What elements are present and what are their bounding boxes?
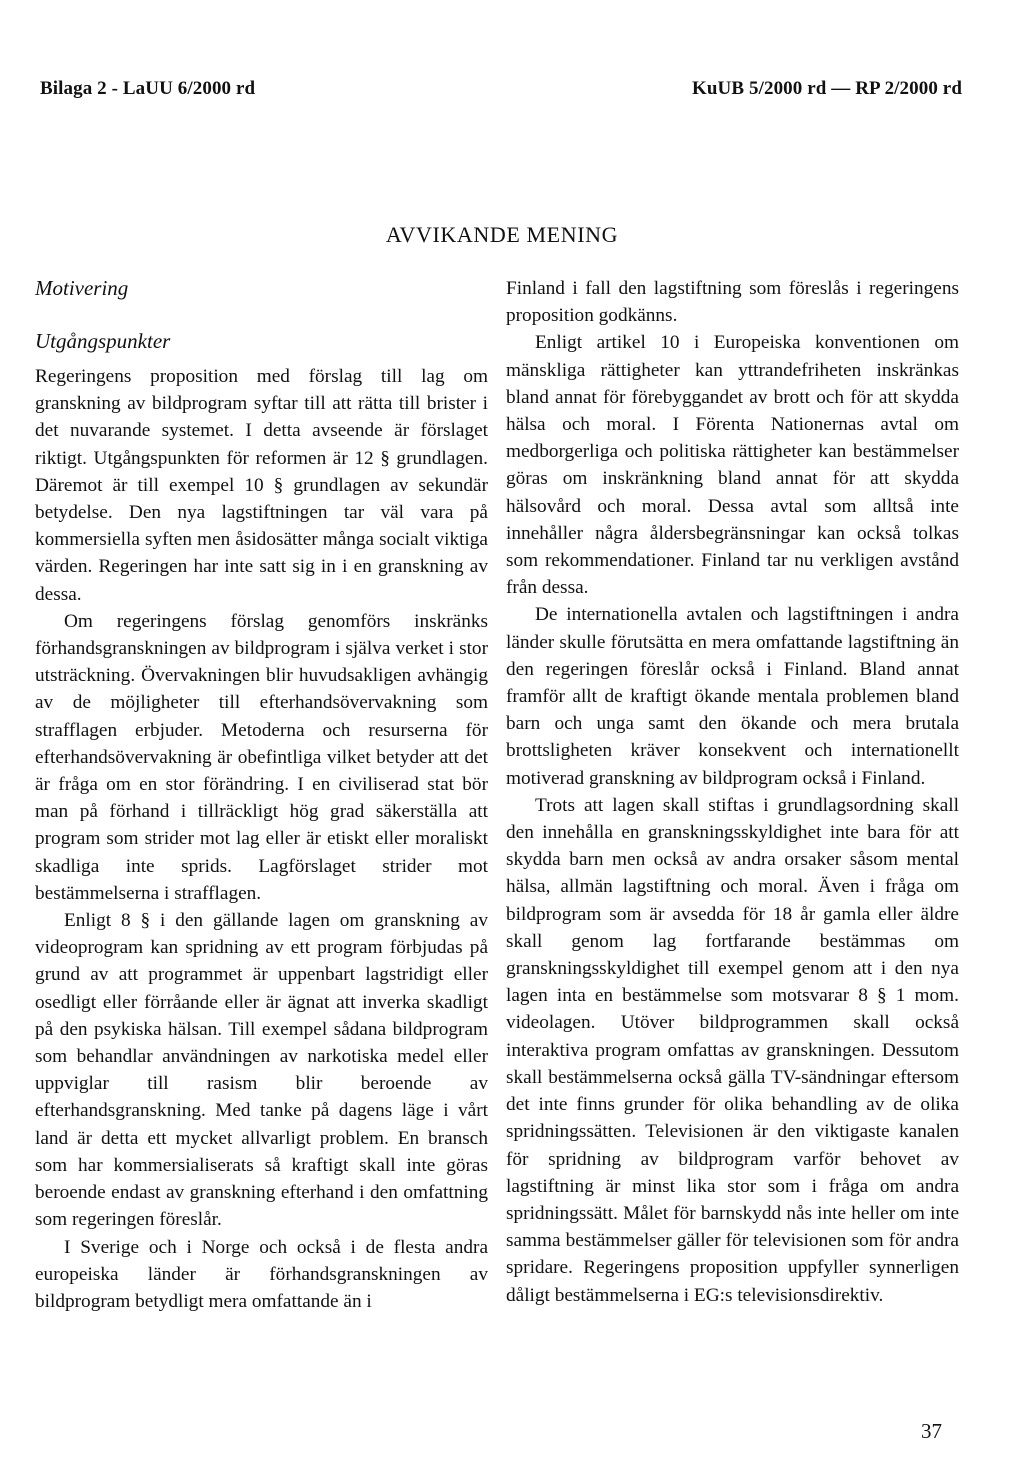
right-column: [506, 275, 959, 1309]
heading-motivering: Motivering: [35, 276, 129, 300]
page-title: AVVIKANDE MENING: [385, 222, 619, 247]
header-left: Bilaga 2 - LaUU 6/2000 rd: [40, 78, 256, 99]
paragraph: Om regeringens förslag genomförs inskränks förhandsgranskningen av bildprogram i själva verket i stor utsträckning. Övervakningen blir huvudsakligen avhängig av de möjligheter till efterhandsövervakning som strafflagen erbjuder. Metoderna och resurserna för efterhandsövervakning är obefintliga vilket betyder att det är fråga om en stor förändring. I en civiliserad stat bör man på förhand i tillräckligt hög grad säkerställa att program som strider mot lag eller är etiskt eller moraliskt skadliga inte sprids. Lagförslaget strider mot bestämmelserna i strafflagen.: [35, 610, 488, 904]
page-number: 37: [921, 1419, 942, 1443]
paragraph: Trots att lagen skall stiftas i grundlagsordning skall den innehålla en granskningsskyldighet inte bara för att skydda barn men också av andra orsaker såsom mental hälsa, allmän lagstiftning och moral. Även i fråga om bildprogram som är avsedda för 18 år gamla eller äldre skall genom lag fortfarande bestämmas om granskningsskyldighet till exempel genom att i den nya lagen inta en bestämmelse som motsvarar 8 § 1 mom. videolagen. Utöver bildprogrammen skall också interaktiva program omfattas av granskningen. Dessutom skall bestämmelserna också gälla TV-sändningar eftersom det inte finns grunder för olika behandling av de olika spridningssätten. Televisionen är den viktigaste kanalen för spridning av bildprogram varför behovet av lagstiftning är minst lika stor som i fråga om andra spridningssätt. Målet för barnskydd nås inte heller om inte samma bestämmelser gäller för televisionen som för andra spridare. Regeringens proposition uppfyller synnerligen dåligt bestämmelserna i EG:s televisionsdirektiv.: [506, 794, 959, 1306]
paragraph: Enligt artikel 10 i Europeiska konventionen om mänskliga rättigheter kan yttrandefriheten inskränkas bland annat för förebyggandet av brott och för att skydda hälsa och moral. I Förenta Nationernas avtal om medborgerliga och politiska rättigheter kan bestämmelser göras om inskränkning bland annat för att skydda hälsovård och moral. Dessa avtal som alltså inte innehåller några åldersbegränsningar kan också tolkas som rekommendationer. Finland tar nu verkligen avstånd från dessa.: [506, 332, 959, 599]
paragraph: De internationella avtalen och lagstiftningen i andra länder skulle förutsätta en mera omfattande lagstiftning än den regeringen föreslår också i Finland. Bland annat framför allt de kraftigt ökande mentala problemen bland barn och unga samt den ökande och mera brutala brottsligheten kräver konsekvent och internationellt motiverad granskning av bildprogram också i Finland.: [506, 604, 959, 789]
heading-utgangspunkter: Utgångspunkter: [35, 329, 171, 353]
paragraph: Regeringens proposition med förslag till lag om granskning av bildprogram syftar till att rätta till brister i det nuvarande systemet. I detta avseende är förslaget riktigt. Utgångspunkten för reformen är 12 § grundlagen. Däremot är till exempel 10 § grundlagen av sekundär betydelse. Den nya lagstiftningen tar väl vara på kommersiella syften men åsidosätter många socialt viktiga värden. Regeringen har inte satt sig in i en granskning av dessa.: [35, 366, 488, 605]
paragraph: Finland i fall den lagstiftning som föreslås i regeringens proposition godkänns.: [506, 278, 959, 327]
paragraph: Enligt 8 § i den gällande lagen om granskning av videoprogram kan spridning av ett program förbjudas på grund av att programmet är uppenbart lagstridigt eller osedligt eller förråande eller är ägnat att inverka skadligt på den psykiska hälsan. Till exempel sådana bildprogram som behandlar användningen av narkotiska medel eller uppviglar till rasism blir beroende av efterhandsgranskning. Med tanke på dagens läge i vårt land är detta ett mycket allvarligt problem. En bransch som har kommersialiserats så kraftigt skall inte göras beroende endast av granskning efterhand i den omfattning som regeringen föreslår.: [35, 910, 488, 1231]
left-column: [35, 275, 488, 1315]
paragraph: I Sverige och i Norge och också i de flesta andra europeiska länder är förhandsgranskningen av bildprogram betydligt mera omfattande än i: [35, 1236, 488, 1312]
header-right: KuUB 5/2000 rd — RP 2/2000 rd: [692, 78, 962, 99]
